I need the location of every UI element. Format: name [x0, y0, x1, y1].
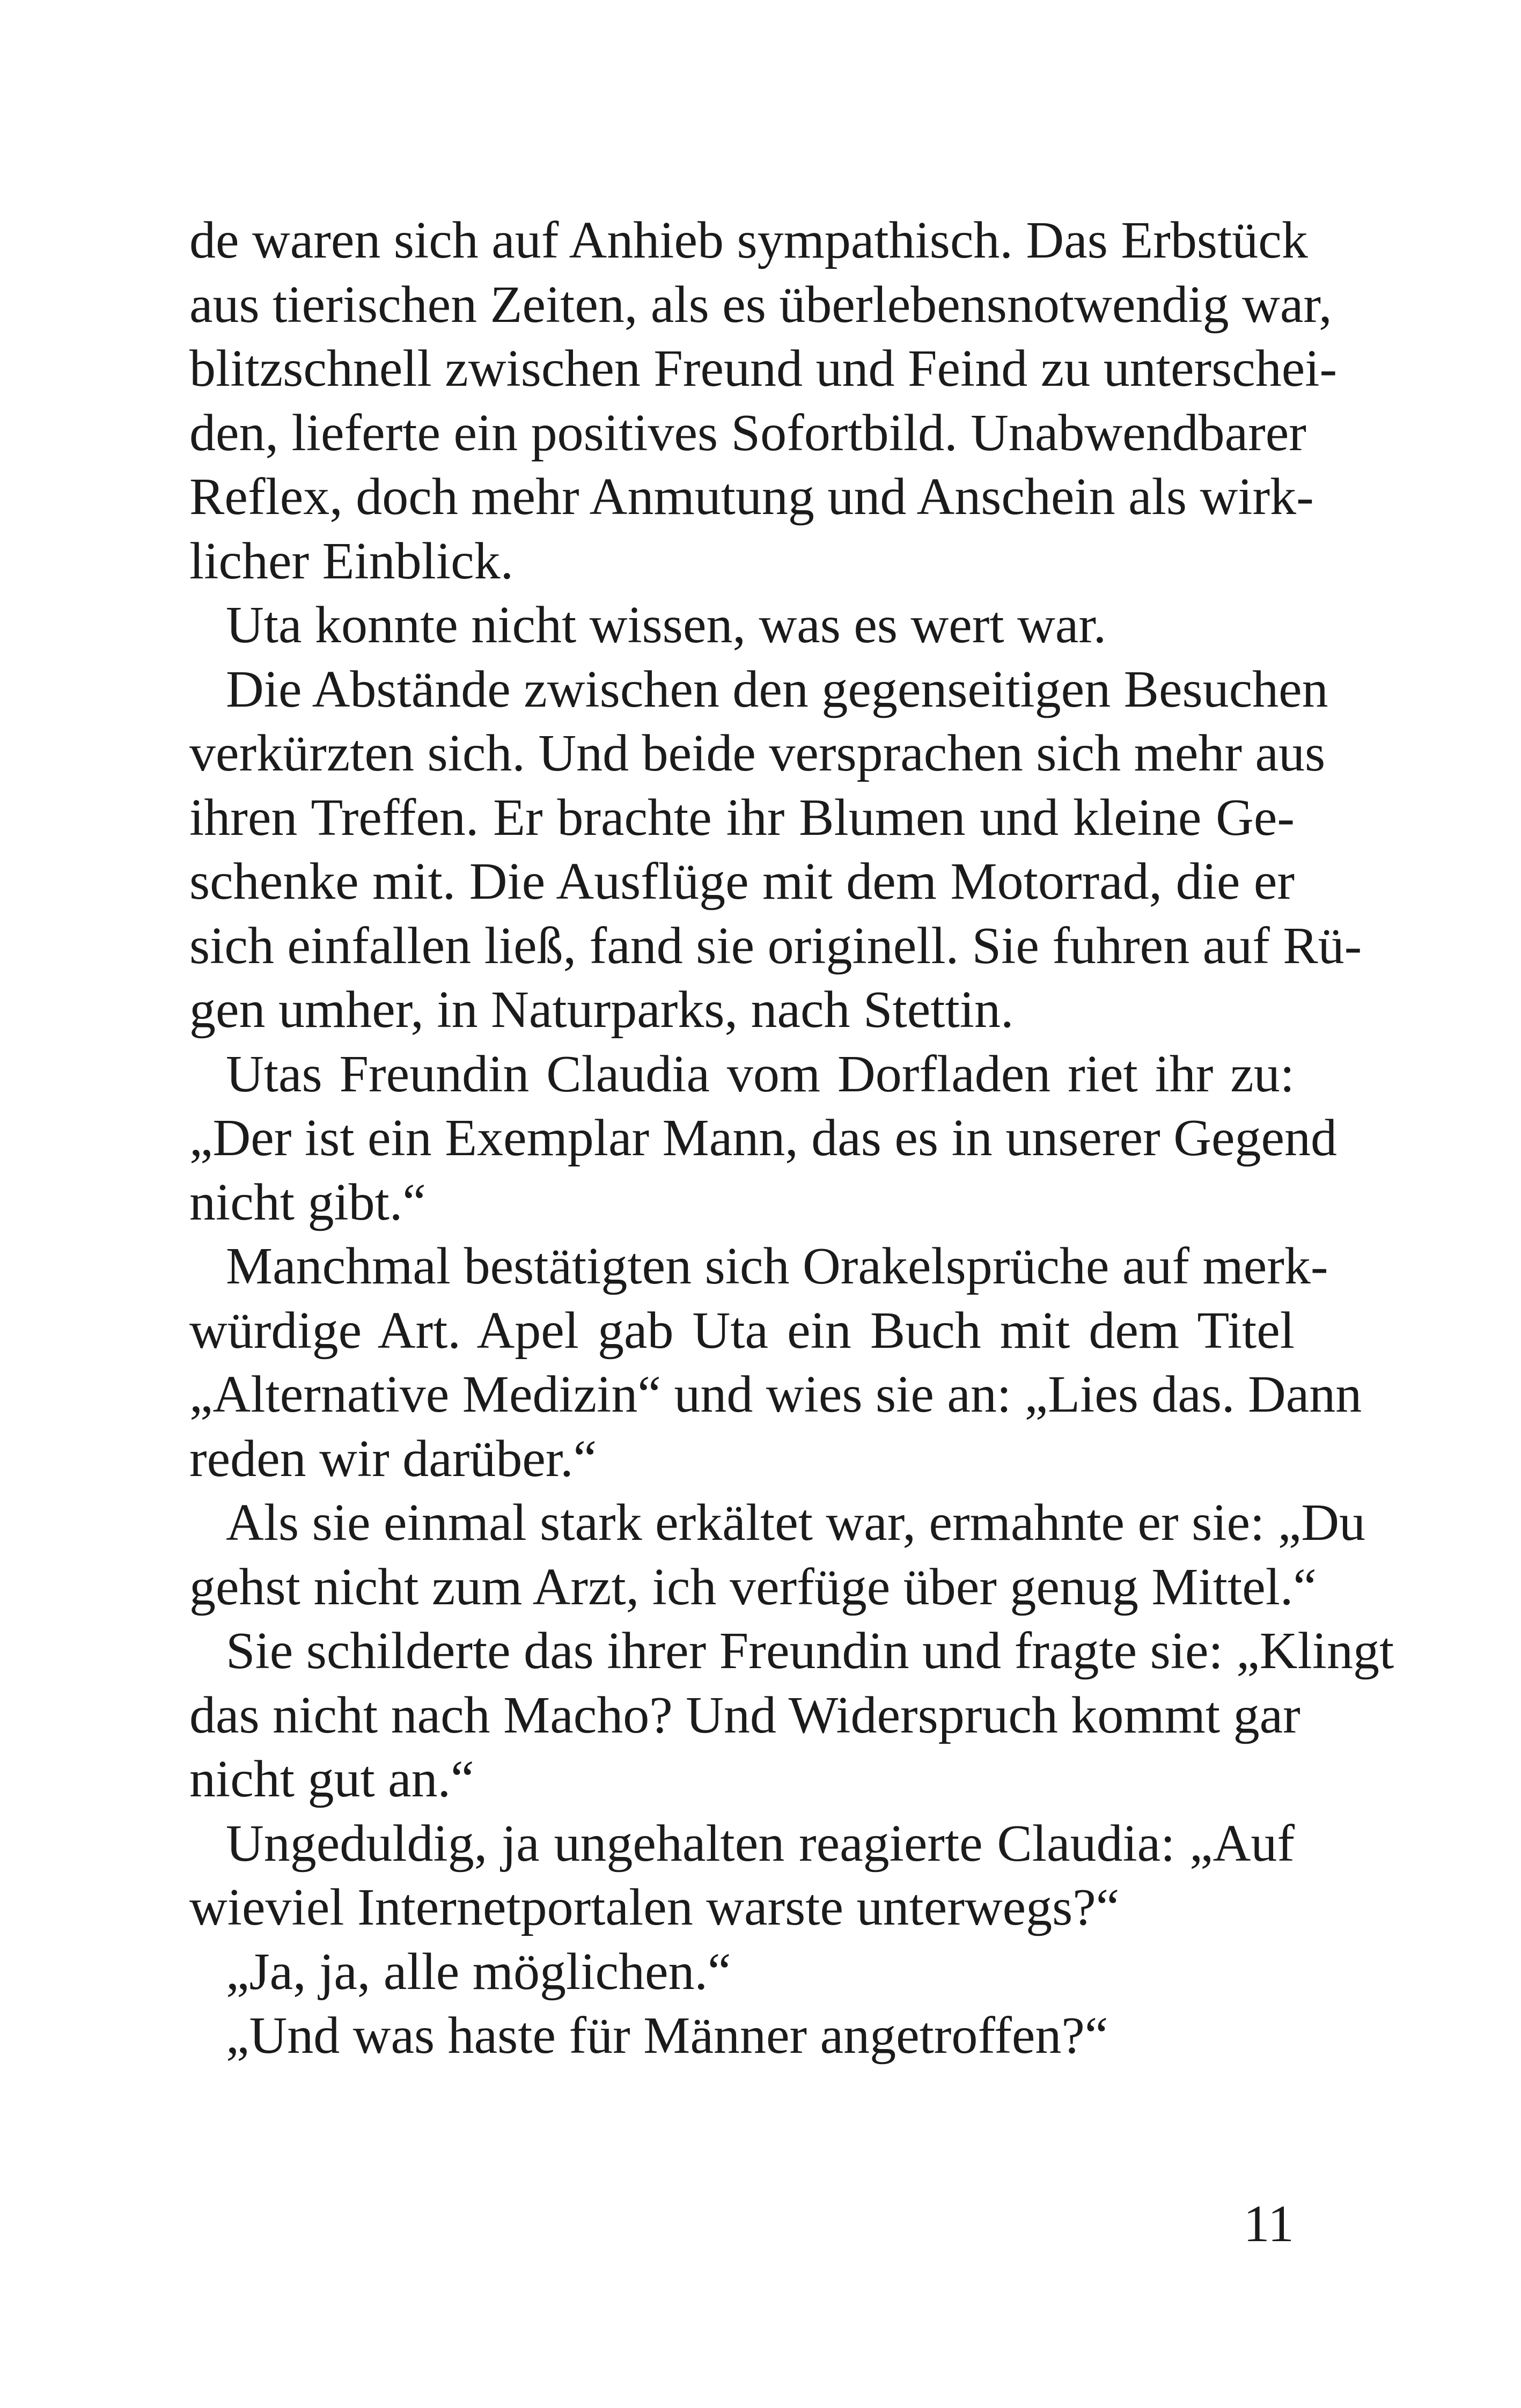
text-line: Utas Freundin Claudia vom Dorfladen riet ihr zu:	[226, 1045, 1295, 1103]
text-line: aus tierischen Zeiten, als es überlebensnotwendig war,	[189, 275, 1332, 334]
text-line: verkürzten sich. Und beide versprachen sich mehr aus	[189, 724, 1326, 782]
text-line: Als sie einmal stark erkältet war, ermahnte er sie: „Du	[226, 1494, 1366, 1552]
text-line: Reflex, doch mehr Anmutung und Anschein als wirk-	[189, 468, 1314, 526]
page-number: 11	[1243, 2195, 1294, 2253]
text-line: das nicht nach Macho? Und Widerspruch kommt gar	[189, 1686, 1300, 1744]
text-line: gen umher, in Naturparks, nach Stettin.	[189, 981, 1014, 1039]
text-line: nicht gibt.“	[189, 1173, 426, 1231]
text-line: „Und was haste für Männer angetroffen?“	[226, 2007, 1108, 2065]
text-line: Manchmal bestätigten sich Orakelsprüche auf merk-	[226, 1237, 1328, 1295]
text-line: Sie schilderte das ihrer Freundin und fragte sie: „Klingt	[226, 1622, 1394, 1680]
text-line: gehst nicht zum Arzt, ich verfüge über genug Mittel.“	[189, 1558, 1317, 1616]
text-line: Uta konnte nicht wissen, was es wert war.	[226, 596, 1107, 654]
text-line: „Ja, ja, alle möglichen.“	[226, 1942, 731, 2001]
text-line: licher Einblick.	[189, 532, 514, 590]
text-line: würdige Art. Apel gab Uta ein Buch mit dem Titel	[189, 1301, 1295, 1360]
text-line: ihren Treffen. Er brachte ihr Blumen und kleine Ge-	[189, 788, 1295, 847]
body-text	[189, 209, 1394, 2068]
text-line: de waren sich auf Anhieb sympathisch. Das Erbstück	[189, 211, 1308, 269]
text-line: sich einfallen ließ, fand sie originell. Sie fuhren auf Rü-	[189, 916, 1362, 975]
text-line: wieviel Internetportalen warste unterwegs?“	[189, 1878, 1120, 1936]
text-line: nicht gut an.“	[189, 1750, 474, 1808]
text-line: Die Abstände zwischen den gegenseitigen Besuchen	[226, 660, 1328, 718]
text-line: reden wir darüber.“	[189, 1429, 597, 1488]
text-line: Ungeduldig, ja ungehalten reagierte Claudia: „Auf	[226, 1814, 1295, 1873]
text-line: blitzschnell zwischen Freund und Feind zu unterschei-	[189, 340, 1338, 398]
text-line: „Der ist ein Exemplar Mann, das es in unserer Gegend	[189, 1109, 1337, 1167]
text-line: den, lieferte ein positives Sofortbild. Unabwendbarer	[189, 403, 1306, 462]
text-line: schenke mit. Die Ausflüge mit dem Motorrad, die er	[189, 853, 1295, 911]
text-line: „Alternative Medizin“ und wies sie an: „Lies das. Dann	[189, 1365, 1362, 1423]
